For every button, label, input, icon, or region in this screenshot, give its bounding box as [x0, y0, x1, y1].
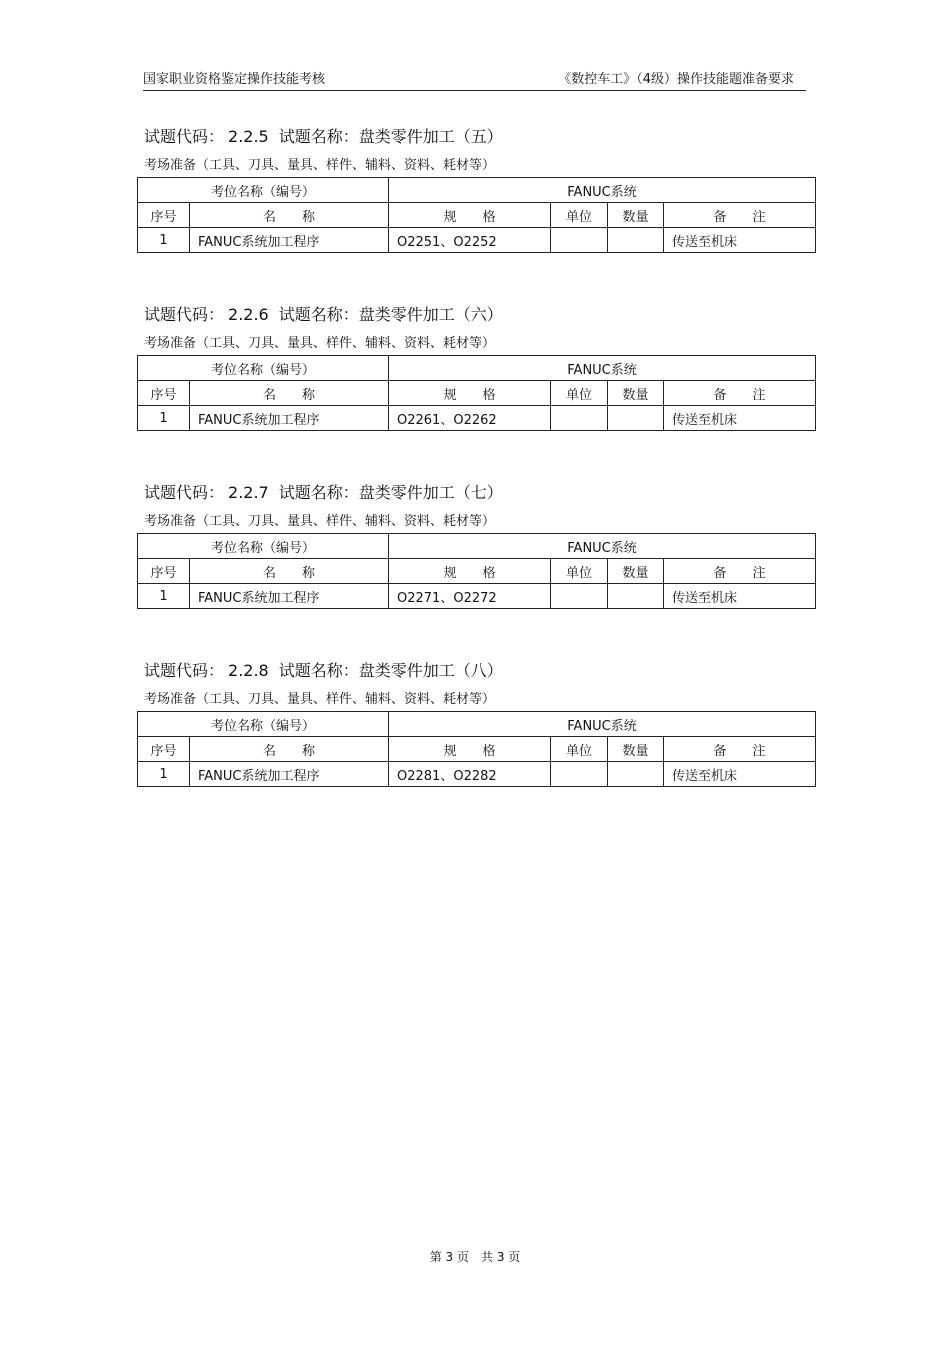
- cell-name: FANUC系统加工程序: [190, 228, 389, 253]
- cell-index: 1: [138, 584, 190, 609]
- col-header: 规 格: [389, 203, 551, 228]
- name-label: 试题名称：: [278, 305, 359, 324]
- exam-code: 2.2.6: [228, 305, 269, 324]
- header-left-text: 国家职业资格鉴定操作技能考核: [143, 72, 326, 87]
- exam-name: 盘类零件加工（八）: [358, 661, 503, 680]
- col-header: 序号: [138, 203, 190, 228]
- header-row: [138, 203, 816, 228]
- exam-code: 2.2.7: [228, 483, 269, 502]
- header-row: [138, 737, 816, 762]
- section-title: [144, 480, 503, 503]
- col-header: 数量: [608, 559, 664, 584]
- header-right-text: 《数控车工》（4级）操作技能题准备要求: [558, 72, 794, 87]
- requirements-table: [137, 177, 816, 253]
- col-header: 备 注: [664, 381, 816, 406]
- station-label: 考位名称（编号）: [138, 712, 389, 737]
- name-label: 试题名称：: [278, 661, 359, 680]
- code-label: 试题代码：: [144, 305, 225, 324]
- col-header: 名 称: [190, 559, 389, 584]
- prep-text: 考场准备（工具、刀具、量具、样件、辅料、资料、耗材等）: [144, 692, 496, 707]
- col-header: 数量: [608, 203, 664, 228]
- station-value: FANUC系统: [389, 534, 816, 559]
- exam-name: 盘类零件加工（五）: [358, 127, 503, 146]
- prep-text: 考场准备（工具、刀具、量具、样件、辅料、资料、耗材等）: [144, 514, 496, 529]
- exam-code: 2.2.8: [228, 661, 269, 680]
- col-header: 名 称: [190, 203, 389, 228]
- cell-note: 传送至机床: [664, 762, 816, 787]
- col-header: 规 格: [389, 737, 551, 762]
- exam-code: 2.2.5: [228, 127, 269, 146]
- col-header: 数量: [608, 737, 664, 762]
- col-header: 规 格: [389, 381, 551, 406]
- page-header: [143, 62, 806, 91]
- cell-spec: O2261、O2262: [389, 406, 551, 431]
- station-row: [138, 356, 816, 381]
- header-row: [138, 381, 816, 406]
- col-header: 备 注: [664, 737, 816, 762]
- table-row: [138, 762, 816, 787]
- col-header: 规 格: [389, 559, 551, 584]
- cell-unit: [551, 762, 608, 787]
- cell-qty: [608, 228, 664, 253]
- name-label: 试题名称：: [278, 127, 359, 146]
- station-label: 考位名称（编号）: [138, 178, 389, 203]
- station-label: 考位名称（编号）: [138, 356, 389, 381]
- cell-index: 1: [138, 228, 190, 253]
- code-label: 试题代码：: [144, 661, 225, 680]
- cell-spec: O2271、O2272: [389, 584, 551, 609]
- cell-spec: O2281、O2282: [389, 762, 551, 787]
- prep-text: 考场准备（工具、刀具、量具、样件、辅料、资料、耗材等）: [144, 336, 496, 351]
- page-footer: 第 3 页 共 3 页: [429, 1250, 521, 1264]
- cell-unit: [551, 228, 608, 253]
- cell-note: 传送至机床: [664, 584, 816, 609]
- table-row: [138, 406, 816, 431]
- name-label: 试题名称：: [278, 483, 359, 502]
- cell-qty: [608, 762, 664, 787]
- col-header: 序号: [138, 559, 190, 584]
- station-value: FANUC系统: [389, 178, 816, 203]
- station-label: 考位名称（编号）: [138, 534, 389, 559]
- cell-unit: [551, 406, 608, 431]
- section-title: [144, 658, 503, 681]
- cell-index: 1: [138, 406, 190, 431]
- col-header: 备 注: [664, 559, 816, 584]
- col-header: 单位: [551, 381, 608, 406]
- station-value: FANUC系统: [389, 356, 816, 381]
- cell-name: FANUC系统加工程序: [190, 584, 389, 609]
- cell-spec: O2251、O2252: [389, 228, 551, 253]
- code-label: 试题代码：: [144, 127, 225, 146]
- code-label: 试题代码：: [144, 483, 225, 502]
- station-value: FANUC系统: [389, 712, 816, 737]
- station-row: [138, 178, 816, 203]
- cell-qty: [608, 406, 664, 431]
- table-row: [138, 584, 816, 609]
- cell-note: 传送至机床: [664, 406, 816, 431]
- section-title: [144, 124, 503, 147]
- col-header: 名 称: [190, 381, 389, 406]
- col-header: 单位: [551, 737, 608, 762]
- station-row: [138, 712, 816, 737]
- cell-name: FANUC系统加工程序: [190, 406, 389, 431]
- cell-index: 1: [138, 762, 190, 787]
- exam-name: 盘类零件加工（七）: [358, 483, 503, 502]
- col-header: 备 注: [664, 203, 816, 228]
- section-title: [144, 302, 503, 325]
- prep-text: 考场准备（工具、刀具、量具、样件、辅料、资料、耗材等）: [144, 158, 496, 173]
- col-header: 序号: [138, 737, 190, 762]
- col-header: 数量: [608, 381, 664, 406]
- col-header: 单位: [551, 203, 608, 228]
- cell-qty: [608, 584, 664, 609]
- col-header: 序号: [138, 381, 190, 406]
- col-header: 名 称: [190, 737, 389, 762]
- cell-name: FANUC系统加工程序: [190, 762, 389, 787]
- station-row: [138, 534, 816, 559]
- cell-unit: [551, 584, 608, 609]
- exam-name: 盘类零件加工（六）: [358, 305, 503, 324]
- requirements-table: [137, 711, 816, 787]
- col-header: 单位: [551, 559, 608, 584]
- table-row: [138, 228, 816, 253]
- requirements-table: [137, 355, 816, 431]
- requirements-table: [137, 533, 816, 609]
- header-row: [138, 559, 816, 584]
- cell-note: 传送至机床: [664, 228, 816, 253]
